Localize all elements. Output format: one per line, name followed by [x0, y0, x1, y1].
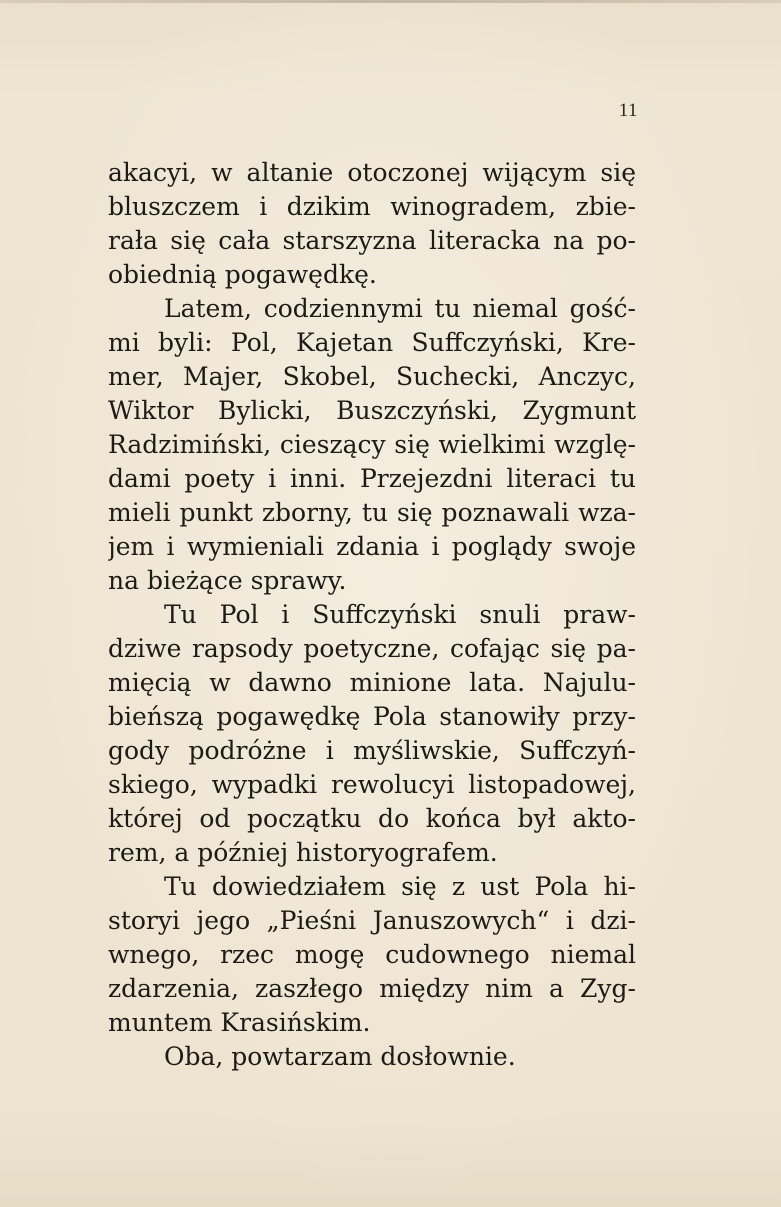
text-line: na bieżące sprawy.	[108, 566, 347, 595]
text-line: Radzimiński, cieszący się wielkimi wzglę-	[108, 430, 636, 459]
text-line: mi byli: Pol, Kajetan Suffczyński, Kre-	[108, 328, 636, 357]
text-line: rem, a później historyografem.	[108, 838, 498, 867]
text-line: Tu dowiedziałem się z ust Pola hi-	[164, 872, 636, 901]
page-top-edge	[0, 0, 781, 3]
text-line: której od początku do końca był akto-	[108, 804, 636, 833]
text-line: gody podróżne i myśliwskie, Suffczyń-	[108, 736, 636, 765]
text-line: Oba, powtarzam dosłownie.	[164, 1042, 516, 1071]
text-line: akacyi, w altanie otoczonej wijącym się	[108, 158, 636, 187]
text-line: Wiktor Bylicki, Buszczyński, Zygmunt	[108, 396, 636, 425]
text-line: storyi jego „Pieśni Januszowych“ i dzi-	[108, 906, 636, 935]
text-line: dami poety i inni. Przejezdni literaci tu	[108, 464, 636, 493]
body-text	[108, 156, 636, 1074]
page-number: 11	[618, 100, 638, 121]
text-line: jem i wymieniali zdania i poglądy swoje	[108, 532, 636, 561]
text-line: bieńszą pogawędkę Pola stanowiły przy-	[108, 702, 636, 731]
text-line: bluszczem i dzikim winogradem, zbie-	[108, 192, 636, 221]
text-line: muntem Krasińskim.	[108, 1008, 371, 1037]
text-line: mieli punkt zborny, tu się poznawali wza-	[108, 498, 636, 527]
text-line: dziwe rapsody poetyczne, cofając się pa-	[108, 634, 636, 663]
text-line: Tu Pol i Suffczyński snuli praw-	[164, 600, 636, 629]
text-line: zdarzenia, zaszłego między nim a Zyg-	[108, 974, 636, 1003]
text-line: Latem, codziennymi tu niemal gość-	[164, 294, 636, 323]
text-line: mięcią w dawno minione lata. Najulu-	[108, 668, 636, 697]
text-line: mer, Majer, Skobel, Suchecki, Anczyc,	[108, 362, 636, 391]
text-line: obiednią pogawędkę.	[108, 260, 377, 289]
text-line: skiego, wypadki rewolucyi listopadowej,	[108, 770, 636, 799]
text-line: wnego, rzec mogę cudownego niemal	[108, 940, 636, 969]
text-line: rała się cała starszyzna literacka na po-	[108, 226, 636, 255]
